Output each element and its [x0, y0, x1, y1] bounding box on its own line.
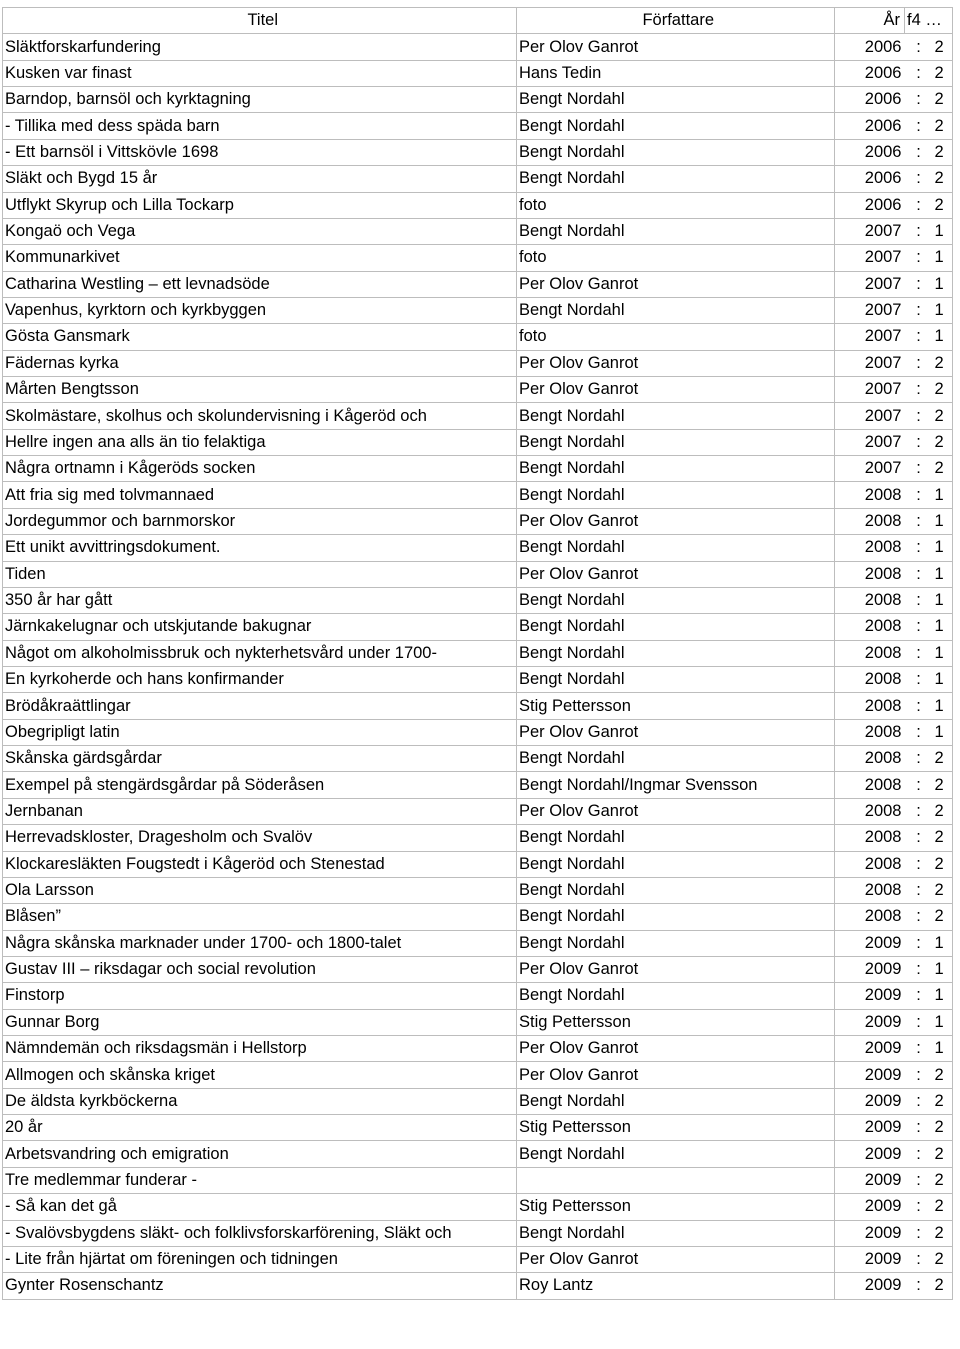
title-cell: Allmogen och skånska kriget: [3, 1062, 517, 1088]
title-cell: Blåsen”: [3, 904, 517, 930]
year-cell: 2009: [835, 1036, 905, 1062]
title-cell: Skolmästare, skolhus och skolundervisning i Kågeröd och: [3, 403, 517, 429]
title-cell: Något om alkoholmissbruk och nykterhetsvård under 1700-: [3, 640, 517, 666]
author-cell: Hans Tedin: [517, 60, 835, 86]
year-cell: 2006: [835, 87, 905, 113]
table-row: [3, 1141, 953, 1167]
separator-cell: :: [905, 877, 933, 903]
issue-number-cell: 2: [933, 1115, 953, 1141]
year-cell: 2009: [835, 1115, 905, 1141]
table-row: [3, 297, 953, 323]
issue-number-cell: 1: [933, 535, 953, 561]
separator-cell: :: [905, 456, 933, 482]
author-cell: Per Olov Ganrot: [517, 271, 835, 297]
table-row: [3, 825, 953, 851]
separator-cell: :: [905, 1009, 933, 1035]
author-cell: Bengt Nordahl: [517, 535, 835, 561]
year-cell: 2009: [835, 956, 905, 982]
author-cell: foto: [517, 324, 835, 350]
author-cell: Bengt Nordahl: [517, 666, 835, 692]
header-f4[interactable]: f4 …: [905, 8, 953, 34]
separator-cell: :: [905, 166, 933, 192]
issue-number-cell: 1: [933, 482, 953, 508]
title-cell: Jordegummor och barnmorskor: [3, 508, 517, 534]
issue-number-cell: 2: [933, 825, 953, 851]
table-row: [3, 772, 953, 798]
title-cell: - Lite från hjärtat om föreningen och tidningen: [3, 1246, 517, 1272]
title-cell: En kyrkoherde och hans konfirmander: [3, 666, 517, 692]
issue-number-cell: 2: [933, 1141, 953, 1167]
table-row: [3, 1036, 953, 1062]
year-cell: 2009: [835, 1009, 905, 1035]
author-cell: Stig Pettersson: [517, 1009, 835, 1035]
year-cell: 2007: [835, 403, 905, 429]
author-cell: Per Olov Ganrot: [517, 34, 835, 60]
issue-number-cell: 1: [933, 587, 953, 613]
year-cell: 2009: [835, 1273, 905, 1299]
issue-number-cell: 2: [933, 87, 953, 113]
issue-number-cell: 2: [933, 1194, 953, 1220]
title-cell: Fädernas kyrka: [3, 350, 517, 376]
table-row: [3, 166, 953, 192]
issue-number-cell: 2: [933, 350, 953, 376]
separator-cell: :: [905, 1088, 933, 1114]
author-cell: Bengt Nordahl: [517, 87, 835, 113]
issue-number-cell: 1: [933, 324, 953, 350]
title-cell: Släktforskarfundering: [3, 34, 517, 60]
author-cell: Per Olov Ganrot: [517, 1246, 835, 1272]
separator-cell: :: [905, 1141, 933, 1167]
year-cell: 2009: [835, 1167, 905, 1193]
separator-cell: :: [905, 1273, 933, 1299]
separator-cell: :: [905, 218, 933, 244]
issue-number-cell: 1: [933, 561, 953, 587]
title-cell: Brödåkraättlingar: [3, 693, 517, 719]
title-cell: Att fria sig med tolvmannaed: [3, 482, 517, 508]
title-cell: Gustav III – riksdagar och social revolution: [3, 956, 517, 982]
issue-number-cell: 2: [933, 877, 953, 903]
year-cell: 2009: [835, 1220, 905, 1246]
title-cell: Exempel på stengärdsgårdar på Söderåsen: [3, 772, 517, 798]
issue-number-cell: 2: [933, 1167, 953, 1193]
issue-number-cell: 2: [933, 429, 953, 455]
year-cell: 2006: [835, 139, 905, 165]
author-cell: Bengt Nordahl: [517, 904, 835, 930]
issue-number-cell: 1: [933, 693, 953, 719]
table-row: [3, 324, 953, 350]
table-row: [3, 1167, 953, 1193]
table-row: [3, 1220, 953, 1246]
table-row: [3, 271, 953, 297]
author-cell: Per Olov Ganrot: [517, 508, 835, 534]
separator-cell: :: [905, 666, 933, 692]
year-cell: 2008: [835, 666, 905, 692]
issue-number-cell: 2: [933, 1273, 953, 1299]
author-cell: Bengt Nordahl: [517, 139, 835, 165]
year-cell: 2008: [835, 825, 905, 851]
separator-cell: :: [905, 508, 933, 534]
separator-cell: :: [905, 297, 933, 323]
table-row: [3, 983, 953, 1009]
issue-number-cell: 1: [933, 666, 953, 692]
separator-cell: :: [905, 1220, 933, 1246]
separator-cell: :: [905, 535, 933, 561]
issue-number-cell: 2: [933, 456, 953, 482]
header-author[interactable]: Författare: [517, 8, 835, 34]
author-cell: Per Olov Ganrot: [517, 798, 835, 824]
year-cell: 2006: [835, 113, 905, 139]
author-cell: Bengt Nordahl: [517, 297, 835, 323]
title-cell: Catharina Westling – ett levnadsöde: [3, 271, 517, 297]
separator-cell: :: [905, 825, 933, 851]
title-cell: Kusken var finast: [3, 60, 517, 86]
table-row: [3, 640, 953, 666]
author-cell: Bengt Nordahl: [517, 746, 835, 772]
year-cell: 2007: [835, 456, 905, 482]
author-cell: Bengt Nordahl: [517, 429, 835, 455]
title-cell: Vapenhus, kyrktorn och kyrkbyggen: [3, 297, 517, 323]
issue-number-cell: 2: [933, 1246, 953, 1272]
issue-number-cell: 2: [933, 746, 953, 772]
separator-cell: :: [905, 1036, 933, 1062]
table-row: [3, 60, 953, 86]
year-cell: 2008: [835, 877, 905, 903]
header-title[interactable]: Titel: [3, 8, 517, 34]
author-cell: Bengt Nordahl: [517, 614, 835, 640]
title-cell: Jernbanan: [3, 798, 517, 824]
issue-number-cell: 2: [933, 798, 953, 824]
year-cell: 2009: [835, 1062, 905, 1088]
separator-cell: :: [905, 693, 933, 719]
separator-cell: :: [905, 851, 933, 877]
separator-cell: :: [905, 482, 933, 508]
title-cell: Finstorp: [3, 983, 517, 1009]
year-cell: 2008: [835, 693, 905, 719]
table-row: [3, 693, 953, 719]
table-row: [3, 245, 953, 271]
header-year[interactable]: År: [835, 8, 905, 34]
table-row: [3, 1273, 953, 1299]
issue-number-cell: 1: [933, 297, 953, 323]
issue-number-cell: 1: [933, 983, 953, 1009]
separator-cell: :: [905, 983, 933, 1009]
header-row: [3, 8, 953, 34]
author-cell: Bengt Nordahl: [517, 456, 835, 482]
table-row: [3, 403, 953, 429]
issue-number-cell: 2: [933, 1062, 953, 1088]
table-row: [3, 34, 953, 60]
author-cell: [517, 1167, 835, 1193]
title-cell: Tre medlemmar funderar -: [3, 1167, 517, 1193]
author-cell: Bengt Nordahl: [517, 587, 835, 613]
title-cell: 350 år har gått: [3, 587, 517, 613]
separator-cell: :: [905, 403, 933, 429]
table-row: [3, 350, 953, 376]
table-row: [3, 377, 953, 403]
author-cell: Per Olov Ganrot: [517, 561, 835, 587]
author-cell: Per Olov Ganrot: [517, 719, 835, 745]
title-cell: Obegripligt latin: [3, 719, 517, 745]
separator-cell: :: [905, 245, 933, 271]
table-row: [3, 456, 953, 482]
title-cell: Kongaö och Vega: [3, 218, 517, 244]
table-row: [3, 218, 953, 244]
table-row: [3, 904, 953, 930]
separator-cell: :: [905, 640, 933, 666]
separator-cell: :: [905, 1062, 933, 1088]
author-cell: foto: [517, 245, 835, 271]
author-cell: Bengt Nordahl: [517, 166, 835, 192]
table-row: [3, 508, 953, 534]
table-row: [3, 1194, 953, 1220]
year-cell: 2007: [835, 429, 905, 455]
separator-cell: :: [905, 87, 933, 113]
issue-number-cell: 2: [933, 166, 953, 192]
separator-cell: :: [905, 377, 933, 403]
separator-cell: :: [905, 904, 933, 930]
author-cell: Bengt Nordahl: [517, 851, 835, 877]
author-cell: Bengt Nordahl: [517, 983, 835, 1009]
issue-number-cell: 1: [933, 1009, 953, 1035]
author-cell: Bengt Nordahl: [517, 825, 835, 851]
year-cell: 2009: [835, 1194, 905, 1220]
issue-number-cell: 1: [933, 930, 953, 956]
issue-number-cell: 2: [933, 403, 953, 429]
title-cell: Släkt och Bygd 15 år: [3, 166, 517, 192]
year-cell: 2008: [835, 587, 905, 613]
title-cell: Ett unikt avvittringsdokument.: [3, 535, 517, 561]
separator-cell: :: [905, 798, 933, 824]
year-cell: 2007: [835, 350, 905, 376]
separator-cell: :: [905, 1194, 933, 1220]
table-row: [3, 429, 953, 455]
title-cell: Gunnar Borg: [3, 1009, 517, 1035]
table-row: [3, 1115, 953, 1141]
year-cell: 2006: [835, 60, 905, 86]
title-cell: Ola Larsson: [3, 877, 517, 903]
author-cell: Per Olov Ganrot: [517, 956, 835, 982]
separator-cell: :: [905, 746, 933, 772]
table-row: [3, 482, 953, 508]
separator-cell: :: [905, 561, 933, 587]
table-row: [3, 719, 953, 745]
year-cell: 2008: [835, 772, 905, 798]
table-row: [3, 535, 953, 561]
separator-cell: :: [905, 587, 933, 613]
title-cell: Herrevadskloster, Dragesholm och Svalöv: [3, 825, 517, 851]
year-cell: 2008: [835, 640, 905, 666]
author-cell: Bengt Nordahl: [517, 1220, 835, 1246]
title-cell: 20 år: [3, 1115, 517, 1141]
table-row: [3, 192, 953, 218]
separator-cell: :: [905, 1167, 933, 1193]
separator-cell: :: [905, 719, 933, 745]
year-cell: 2008: [835, 482, 905, 508]
title-cell: Gösta Gansmark: [3, 324, 517, 350]
separator-cell: :: [905, 429, 933, 455]
year-cell: 2008: [835, 535, 905, 561]
separator-cell: :: [905, 34, 933, 60]
separator-cell: :: [905, 113, 933, 139]
title-cell: - Ett barnsöl i Vittskövle 1698: [3, 139, 517, 165]
author-cell: Bengt Nordahl: [517, 1088, 835, 1114]
article-table: [2, 7, 953, 1300]
table-row: [3, 666, 953, 692]
title-cell: Järnkakelugnar och utskjutande bakugnar: [3, 614, 517, 640]
table-row: [3, 587, 953, 613]
title-cell: Tiden: [3, 561, 517, 587]
issue-number-cell: 1: [933, 640, 953, 666]
issue-number-cell: 1: [933, 508, 953, 534]
title-cell: Några ortnamn i Kågeröds socken: [3, 456, 517, 482]
year-cell: 2009: [835, 983, 905, 1009]
author-cell: Bengt Nordahl: [517, 218, 835, 244]
title-cell: - Så kan det gå: [3, 1194, 517, 1220]
year-cell: 2008: [835, 508, 905, 534]
separator-cell: :: [905, 956, 933, 982]
issue-number-cell: 2: [933, 1220, 953, 1246]
separator-cell: :: [905, 1115, 933, 1141]
year-cell: 2008: [835, 719, 905, 745]
author-cell: Bengt Nordahl: [517, 403, 835, 429]
issue-number-cell: 1: [933, 614, 953, 640]
separator-cell: :: [905, 930, 933, 956]
year-cell: 2007: [835, 297, 905, 323]
year-cell: 2008: [835, 904, 905, 930]
author-cell: Bengt Nordahl: [517, 877, 835, 903]
issue-number-cell: 2: [933, 772, 953, 798]
year-cell: 2007: [835, 245, 905, 271]
issue-number-cell: 2: [933, 139, 953, 165]
author-cell: Bengt Nordahl: [517, 482, 835, 508]
table-row: [3, 1009, 953, 1035]
issue-number-cell: 2: [933, 851, 953, 877]
issue-number-cell: 1: [933, 1036, 953, 1062]
year-cell: 2009: [835, 1246, 905, 1272]
table-row: [3, 956, 953, 982]
separator-cell: :: [905, 60, 933, 86]
table-row: [3, 113, 953, 139]
author-cell: Stig Pettersson: [517, 1115, 835, 1141]
title-cell: Arbetsvandring och emigration: [3, 1141, 517, 1167]
issue-number-cell: 2: [933, 34, 953, 60]
title-cell: Barndop, barnsöl och kyrktagning: [3, 87, 517, 113]
table-row: [3, 746, 953, 772]
author-cell: Bengt Nordahl: [517, 1141, 835, 1167]
issue-number-cell: 2: [933, 113, 953, 139]
author-cell: Per Olov Ganrot: [517, 377, 835, 403]
year-cell: 2008: [835, 851, 905, 877]
title-cell: Skånska gärdsgårdar: [3, 746, 517, 772]
separator-cell: :: [905, 139, 933, 165]
separator-cell: :: [905, 271, 933, 297]
author-cell: Per Olov Ganrot: [517, 1036, 835, 1062]
separator-cell: :: [905, 614, 933, 640]
issue-number-cell: 1: [933, 719, 953, 745]
table-row: [3, 851, 953, 877]
year-cell: 2007: [835, 271, 905, 297]
title-cell: Nämndemän och riksdagsmän i Hellstorp: [3, 1036, 517, 1062]
year-cell: 2009: [835, 1141, 905, 1167]
issue-number-cell: 1: [933, 245, 953, 271]
issue-number-cell: 2: [933, 1088, 953, 1114]
separator-cell: :: [905, 1246, 933, 1272]
issue-number-cell: 2: [933, 60, 953, 86]
title-cell: Några skånska marknader under 1700- och 1800-talet: [3, 930, 517, 956]
year-cell: 2007: [835, 218, 905, 244]
title-cell: Hellre ingen ana alls än tio felaktiga: [3, 429, 517, 455]
issue-number-cell: 1: [933, 218, 953, 244]
author-cell: Per Olov Ganrot: [517, 350, 835, 376]
issue-number-cell: 2: [933, 904, 953, 930]
table-body: [3, 34, 953, 1299]
table-row: [3, 1246, 953, 1272]
author-cell: Bengt Nordahl: [517, 930, 835, 956]
year-cell: 2007: [835, 324, 905, 350]
issue-number-cell: 1: [933, 956, 953, 982]
author-cell: Bengt Nordahl: [517, 113, 835, 139]
table-row: [3, 930, 953, 956]
separator-cell: :: [905, 350, 933, 376]
author-cell: Per Olov Ganrot: [517, 1062, 835, 1088]
author-cell: Bengt Nordahl/Ingmar Svensson: [517, 772, 835, 798]
year-cell: 2006: [835, 166, 905, 192]
author-cell: foto: [517, 192, 835, 218]
table-row: [3, 561, 953, 587]
year-cell: 2006: [835, 34, 905, 60]
separator-cell: :: [905, 192, 933, 218]
title-cell: De äldsta kyrkböckerna: [3, 1088, 517, 1114]
author-cell: Bengt Nordahl: [517, 640, 835, 666]
table-row: [3, 87, 953, 113]
table-row: [3, 1088, 953, 1114]
year-cell: 2009: [835, 930, 905, 956]
author-cell: Stig Pettersson: [517, 1194, 835, 1220]
table-row: [3, 798, 953, 824]
table-row: [3, 1062, 953, 1088]
title-cell: Gynter Rosenschantz: [3, 1273, 517, 1299]
title-cell: Kommunarkivet: [3, 245, 517, 271]
issue-number-cell: 2: [933, 377, 953, 403]
title-cell: - Svalövsbygdens släkt- och folklivsforskarförening, Släkt och: [3, 1220, 517, 1246]
separator-cell: :: [905, 772, 933, 798]
title-cell: - Tillika med dess späda barn: [3, 113, 517, 139]
separator-cell: :: [905, 324, 933, 350]
year-cell: 2008: [835, 798, 905, 824]
year-cell: 2006: [835, 192, 905, 218]
issue-number-cell: 2: [933, 192, 953, 218]
author-cell: Roy Lantz: [517, 1273, 835, 1299]
table-row: [3, 139, 953, 165]
year-cell: 2007: [835, 377, 905, 403]
title-cell: Klockaresläkten Fougstedt i Kågeröd och Stenestad: [3, 851, 517, 877]
table-row: [3, 877, 953, 903]
author-cell: Stig Pettersson: [517, 693, 835, 719]
year-cell: 2008: [835, 746, 905, 772]
issue-number-cell: 1: [933, 271, 953, 297]
table-row: [3, 614, 953, 640]
title-cell: Mårten Bengtsson: [3, 377, 517, 403]
year-cell: 2008: [835, 614, 905, 640]
title-cell: Utflykt Skyrup och Lilla Tockarp: [3, 192, 517, 218]
year-cell: 2009: [835, 1088, 905, 1114]
year-cell: 2008: [835, 561, 905, 587]
